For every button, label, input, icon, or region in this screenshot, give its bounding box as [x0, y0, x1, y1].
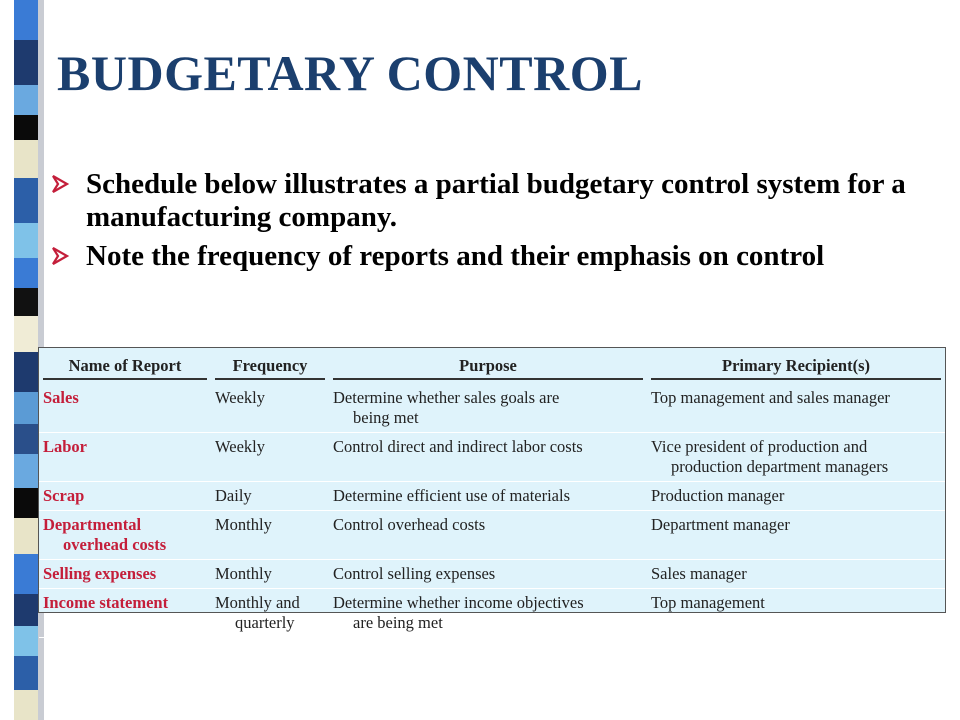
cell-line: Income statement [43, 593, 169, 612]
report-schedule [39, 348, 945, 638]
table-row [39, 482, 945, 511]
purpose-cell [329, 384, 647, 433]
cell-line: Sales manager [651, 564, 747, 583]
stripe-block [14, 656, 38, 690]
table-row [39, 433, 945, 482]
cell-line: quarterly [235, 613, 295, 632]
recipient-cell [647, 560, 945, 589]
bullet-item [48, 168, 908, 234]
header-purpose [329, 348, 647, 384]
cell-line: Determine whether income objectives [333, 593, 584, 612]
stripe-edge [0, 0, 14, 720]
report-name-cell [39, 560, 211, 589]
header-label: Frequency [215, 356, 325, 380]
stripe-block [14, 454, 38, 488]
recipient-cell [647, 511, 945, 560]
purpose-cell [329, 560, 647, 589]
table-header-row [39, 348, 945, 384]
report-name-cell [39, 384, 211, 433]
recipient-cell [647, 589, 945, 638]
header-primary-recipients [647, 348, 945, 384]
header-label: Purpose [333, 356, 643, 380]
cell-line: Sales [43, 388, 79, 407]
header-name-of-report [39, 348, 211, 384]
stripe-block [14, 85, 38, 115]
bullet-list [48, 168, 908, 279]
report-name-cell [39, 511, 211, 560]
stripe-block [14, 518, 38, 554]
purpose-cell [329, 433, 647, 482]
cell-line: Determine efficient use of materials [333, 486, 571, 505]
cell-line: overhead costs [63, 535, 167, 554]
arrow-bullet-icon [48, 240, 86, 271]
purpose-cell [329, 482, 647, 511]
stripe-block [14, 288, 38, 316]
cell-line: Control direct and indirect labor costs [333, 437, 583, 456]
stripe-block [14, 140, 38, 178]
bullet-item [48, 240, 908, 273]
recipient-cell [647, 482, 945, 511]
bullet-text: Schedule below illustrates a partial budgetary control system for a manufacturing company. [86, 168, 906, 233]
stripe-block [14, 488, 38, 518]
cell-line: Department manager [651, 515, 790, 534]
stripe-block [14, 178, 38, 223]
stripe-block [14, 115, 38, 140]
cell-line: being met [353, 408, 419, 427]
stripe-block [14, 690, 38, 720]
table-row [39, 589, 945, 638]
cell-line: Monthly [215, 564, 272, 583]
arrow-bullet-icon [48, 168, 86, 199]
purpose-cell [329, 511, 647, 560]
frequency-cell [211, 560, 329, 589]
frequency-cell [211, 511, 329, 560]
cell-line: Weekly [215, 388, 265, 407]
table-row [39, 511, 945, 560]
stripe-block [14, 424, 38, 454]
report-name-cell [39, 589, 211, 638]
cell-line: Labor [43, 437, 88, 456]
cell-line: Vice president of production and [651, 437, 868, 456]
report-name-cell [39, 482, 211, 511]
cell-line: Control overhead costs [333, 515, 486, 534]
header-label: Name of Report [43, 356, 207, 380]
table-body [39, 384, 945, 638]
stripe-block [14, 258, 38, 288]
frequency-cell [211, 384, 329, 433]
recipient-cell [647, 384, 945, 433]
stripe-block [14, 0, 38, 40]
stripe-block [14, 554, 38, 594]
recipient-cell [647, 433, 945, 482]
stripe-block [14, 316, 38, 352]
table-row [39, 560, 945, 589]
slide-title: BUDGETARY CONTROL [57, 45, 643, 101]
frequency-cell [211, 433, 329, 482]
cell-line: Control selling expenses [333, 564, 496, 583]
cell-line: Daily [215, 486, 252, 505]
frequency-cell [211, 589, 329, 638]
cell-line: Production manager [651, 486, 785, 505]
bullet-text: Note the frequency of reports and their emphasis on control [86, 240, 825, 272]
cell-line: Monthly [215, 515, 272, 534]
cell-line: Top management and sales manager [651, 388, 890, 407]
frequency-cell [211, 482, 329, 511]
cell-line: Selling expenses [43, 564, 157, 583]
budget-control-table [38, 347, 946, 632]
table-row [39, 384, 945, 433]
stripe-block [14, 594, 38, 626]
header-frequency [211, 348, 329, 384]
stripe-block [14, 392, 38, 424]
stripe-block [14, 626, 38, 656]
cell-line: Weekly [215, 437, 265, 456]
stripe-block [14, 40, 38, 85]
report-name-cell [39, 433, 211, 482]
cell-line: Scrap [43, 486, 85, 505]
stripe-block [14, 352, 38, 392]
header-label: Primary Recipient(s) [651, 356, 941, 380]
cell-line: are being met [353, 613, 443, 632]
cell-line: Monthly and [215, 593, 300, 612]
cell-line: production department managers [671, 457, 889, 476]
purpose-cell [329, 589, 647, 638]
cell-line: Top management [651, 593, 765, 612]
cell-line: Departmental [43, 515, 142, 534]
stripe-block [14, 223, 38, 258]
cell-line: Determine whether sales goals are [333, 388, 560, 407]
